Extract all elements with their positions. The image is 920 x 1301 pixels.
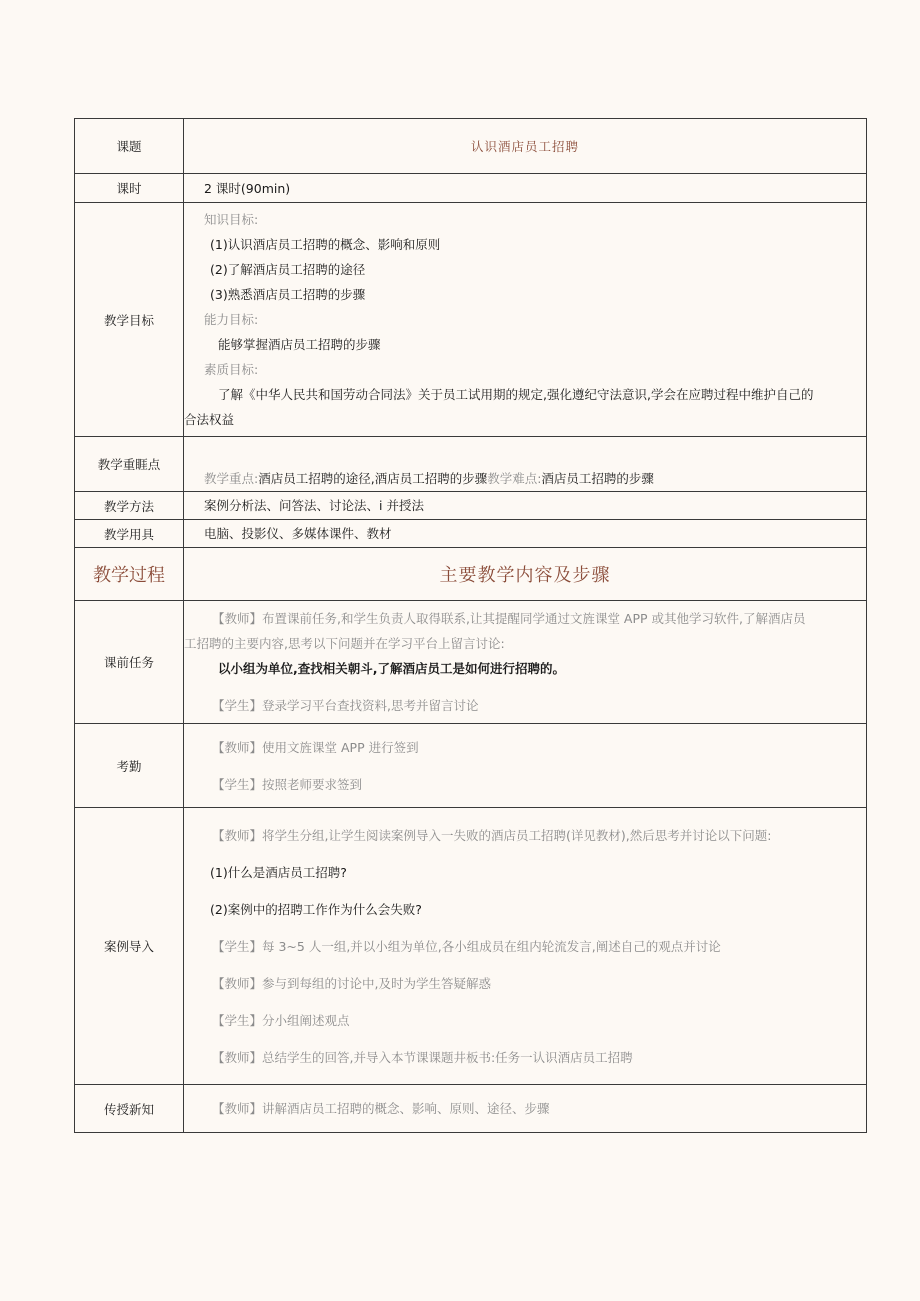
topic-title: 认识酒店员工招聘 bbox=[184, 119, 867, 174]
pre-class-cell bbox=[184, 601, 867, 724]
process-header-right: 主要教学内容及步骤 bbox=[184, 548, 867, 601]
row-new-knowledge bbox=[75, 1085, 867, 1133]
row-pre-class bbox=[75, 601, 867, 724]
case-student-2: 【学生】分小组阐述观点 bbox=[212, 1012, 350, 1028]
row-methods bbox=[75, 492, 867, 520]
row-hours bbox=[75, 174, 867, 203]
row-topic bbox=[75, 119, 867, 174]
topic-label: 课题 bbox=[75, 119, 184, 174]
knowledge-heading: 知识目标: bbox=[204, 212, 259, 227]
pre-class-question: 以小组为单位,查找相关朝斗,了解酒店员工是如何进行招聘的。 bbox=[218, 661, 565, 676]
hours-cell bbox=[184, 174, 867, 203]
pre-class-teacher-2: 工招聘的主要内容,思考以下问题并在学习平台上留言讨论: bbox=[184, 636, 505, 651]
pre-class-student: 【学生】登录学习平台查找资料,思考并留言讨论 bbox=[212, 698, 479, 713]
case-student-1: 【学生】每 3~5 人一组,并以小组为单位,各小组成员在组内轮流发言,阐述自己的观点并讨论 bbox=[212, 938, 721, 954]
pre-class-label: 课前任务 bbox=[75, 601, 184, 724]
quality-line-1: 了解《中华人民共和国劳动合同法》关于员工试用期的规定,强化遵纪守法意识,学会在应聘过程中维护自己的 bbox=[218, 387, 814, 402]
case-question-2: (2)案例中的招聘工作作为什么会失败? bbox=[210, 901, 422, 917]
case-teacher-3: 【教师】总结学生的回答,并导入本节课课题井板书:任务一认识酒店员工招聘 bbox=[212, 1049, 633, 1065]
new-knowledge-teacher: 【教师】讲解酒店员工招聘的概念、影响、原则、途径、步骤 bbox=[212, 1101, 550, 1116]
pre-class-teacher-1: 【教师】布置课前任务,和学生负责人取得联系,让其提醒同学通过文旌课堂 APP 或其他学习软件,了解酒店员 bbox=[212, 611, 806, 626]
key-points-line bbox=[184, 466, 866, 491]
attendance-teacher: 【教师】使用文旌课堂 APP 进行签到 bbox=[212, 739, 419, 755]
methods-value: 案例分析法、问答法、讨论法、i 并授法 bbox=[204, 498, 424, 513]
key-points-label: 教学重睚点 bbox=[75, 437, 184, 492]
objectives-cell bbox=[184, 203, 867, 437]
key-points-cell bbox=[184, 437, 867, 492]
row-tools bbox=[75, 520, 867, 548]
knowledge-item: (2)了解酒店员工招聘的途径 bbox=[210, 262, 366, 277]
quality-heading: 素质目标: bbox=[204, 362, 259, 377]
new-knowledge-label: 传授新知 bbox=[75, 1085, 184, 1133]
knowledge-item: (1)认识酒店员工招聘的概念、影响和原则 bbox=[210, 237, 441, 252]
ability-heading: 能力目标: bbox=[204, 312, 259, 327]
row-case-intro bbox=[75, 808, 867, 1085]
row-objectives bbox=[75, 203, 867, 437]
methods-cell bbox=[184, 492, 867, 520]
tools-cell bbox=[184, 520, 867, 548]
attendance-label: 考勤 bbox=[75, 724, 184, 808]
case-teacher-1: 【教师】将学生分组,让学生阅读案例导入一失败的酒店员工招聘(详见教材),然后思考并讨论以下问题: bbox=[212, 827, 772, 843]
lesson-plan-table bbox=[74, 118, 867, 1133]
attendance-cell bbox=[184, 724, 867, 808]
methods-label: 教学方法 bbox=[75, 492, 184, 520]
hours-label: 课时 bbox=[75, 174, 184, 203]
attendance-student: 【学生】按照老师要求签到 bbox=[212, 776, 363, 792]
case-intro-label: 案例导入 bbox=[75, 808, 184, 1085]
new-knowledge-cell bbox=[184, 1085, 867, 1133]
process-header-left: 教学过程 bbox=[75, 548, 184, 601]
objectives-label: 教学目标 bbox=[75, 203, 184, 437]
ability-item: 能够掌握酒店员工招聘的步骤 bbox=[218, 337, 381, 352]
case-intro-cell bbox=[184, 808, 867, 1085]
knowledge-item: (3)熟悉酒店员工招聘的步骤 bbox=[210, 287, 366, 302]
key-prefix: 教学重点: bbox=[204, 471, 259, 486]
tools-value: 电脑、投影仪、多媒体课件、教材 bbox=[204, 526, 392, 541]
key-text: 酒店员工招聘的途径,酒店员工招聘的步骤 bbox=[258, 471, 488, 486]
difficult-prefix: 教学难点: bbox=[487, 471, 542, 486]
row-process-header bbox=[75, 548, 867, 601]
case-question-1: (1)什么是酒店员工招聘? bbox=[210, 864, 347, 880]
case-teacher-2: 【教师】参与到每组的讨论中,及时为学生答疑解惑 bbox=[212, 975, 491, 991]
row-key-points bbox=[75, 437, 867, 492]
tools-label: 教学用具 bbox=[75, 520, 184, 548]
row-attendance bbox=[75, 724, 867, 808]
quality-line-2: 合法权益 bbox=[184, 412, 235, 427]
hours-value: 2 课时(90min) bbox=[204, 180, 291, 196]
difficult-text: 酒店员工招聘的步骤 bbox=[541, 471, 654, 486]
